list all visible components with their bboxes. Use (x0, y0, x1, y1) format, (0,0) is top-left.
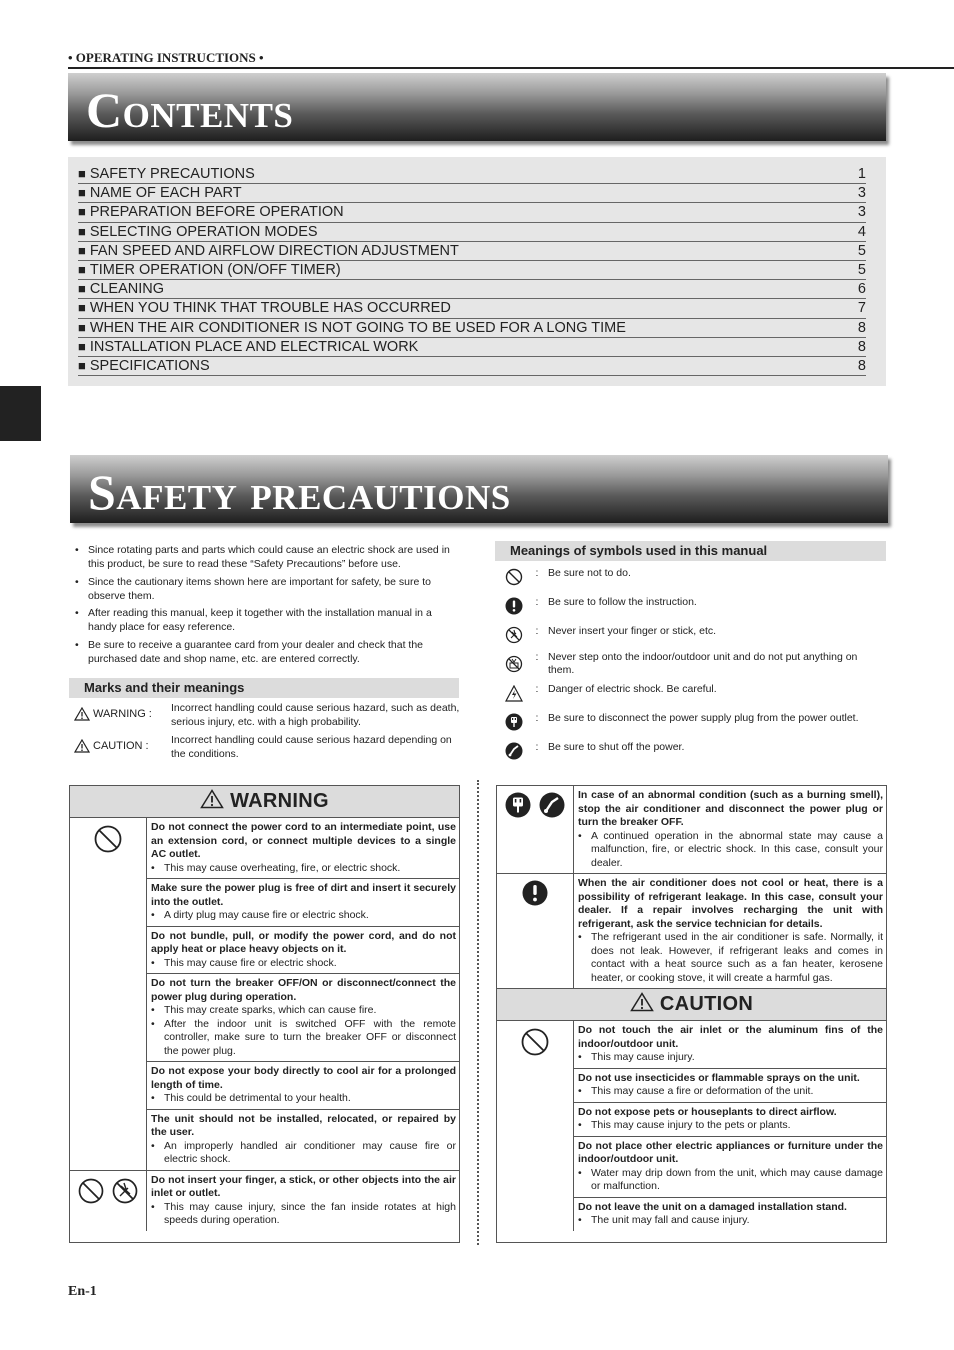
warning-triangle-icon (74, 707, 90, 725)
safety-title: Safety precautions (88, 464, 511, 520)
symbol-text: Be sure to shut off the power. (548, 741, 685, 753)
prohibited-icon (497, 1021, 574, 1231)
prohibited-icon (502, 567, 526, 587)
warning-item-title: Do not connect the power cord to an intermediate point, use an extension cord, or connect multiple devices to a single AC outlet. (151, 821, 456, 860)
symbol-text: Never insert your finger or stick, etc. (548, 625, 717, 637)
contents-title: Contents (86, 82, 294, 138)
symbol-colon: : (535, 596, 539, 608)
caution-item-title: Do not leave the unit on a damaged installation stand. (578, 1200, 847, 1213)
toc-item-label: ■ SPECIFICATIONS (78, 357, 210, 375)
caution-item-bullet: • This may cause injury to the pets or plants. (578, 1119, 883, 1133)
toc-item-label: ■ WHEN THE AIR CONDITIONER IS NOT GOING TO BE USED FOR A LONG TIME (78, 319, 626, 337)
symbol-text: Be sure to disconnect the power supply plug from the power outlet. (548, 712, 859, 724)
unplug-icon (502, 712, 526, 732)
safety-banner (70, 455, 888, 523)
toc-item-label: ■ SAFETY PRECAUTIONS (78, 165, 255, 183)
caution-triangle-icon (74, 739, 90, 757)
caution-group (497, 1021, 886, 1231)
toc-item-label: ■ TIMER OPERATION (ON/OFF TIMER) (78, 261, 341, 279)
caution-heading-text: CAUTION (659, 993, 754, 1015)
warning-item (147, 1171, 459, 1231)
symbol-text: Never step onto the indoor/outdoor unit and do not put anything on them. (548, 651, 858, 676)
warning-item-bullet: • After the indoor unit is switched OFF with the remote controller, make sure to turn the breaker OFF or disconnect the power plug. (151, 1018, 456, 1059)
symbol-row (502, 651, 886, 677)
warning-item (147, 879, 459, 927)
warning-item-bullet: • This may cause injury, since the fan inside rotates at high speeds during operation. (151, 1201, 456, 1228)
caution-item-bullet: • Water may drip down from the unit, which may cause damage or malfunction. (578, 1167, 883, 1194)
toc-item[interactable] (78, 165, 866, 184)
warning-item (147, 927, 459, 975)
toc-box (68, 157, 886, 386)
mark-text: Incorrect handling could cause serious hazard, such as death, serious injury, etc. with a high probability. (171, 702, 460, 728)
mark-text: Incorrect handling could cause serious hazard depending on the conditions. (171, 734, 452, 760)
warning-item-title: When the air conditioner does not cool or heat, there is a possibility of refrigerant leakage. In this case, consult your dealer. If a repair involves recharging the unit with refrigerant, ask the service technician for details. (578, 877, 883, 930)
warning-heading (70, 786, 459, 818)
warning-item-bullet: • An improperly handled air conditioner may cause fire or electric shock. (151, 1140, 456, 1167)
warning-item-title: Do not bundle, pull, or modify the power cord, and do not apply heat or place heavy objects on it. (151, 929, 456, 955)
toc-item-page: 8 (857, 357, 866, 374)
warning-item-bullet: • A dirty plug may cause fire or electric shock. (151, 909, 456, 923)
warning-panel (69, 785, 460, 1243)
toc-item-page: 5 (857, 261, 866, 278)
warning-item-bullet: • This may cause overheating, fire, or electric shock. (151, 862, 456, 876)
intro-item: • Be sure to receive a guarantee card from your dealer and check that the purchased date and shop name, etc. are entered correctly. (74, 638, 460, 666)
symbol-text: Danger of electric shock. Be careful. (548, 683, 717, 695)
toc-item-page: 5 (857, 242, 866, 259)
contents-banner (68, 73, 886, 141)
toc-item[interactable] (78, 357, 866, 376)
toc-item-label: ■ FAN SPEED AND AIRFLOW DIRECTION ADJUSTMENT (78, 242, 459, 260)
mandatory-icon (502, 596, 526, 616)
caution-item-title: Do not touch the air inlet or the aluminum fins of the indoor/outdoor unit. (578, 1024, 883, 1050)
warning-group-no-finger (70, 1171, 459, 1231)
warning-item (574, 786, 886, 873)
intro-item: • Since the cautionary items shown here are important for safety, be sure to observe them. (74, 575, 460, 603)
warning-group-refrigerant (497, 874, 886, 989)
caution-item-bullet: • The unit may fall and cause injury. (578, 1214, 883, 1228)
warning-item-title: Do not turn the breaker OFF/ON or disconnect/connect the power plug during operation. (151, 977, 456, 1003)
symbol-colon: : (535, 625, 539, 637)
marks-title: Marks and their meanings (69, 678, 459, 698)
symbols-title: Meanings of symbols used in this manual (495, 541, 886, 561)
caution-item (574, 1137, 886, 1198)
caution-item (574, 1198, 886, 1231)
no-step-icon (502, 651, 526, 677)
symbol-row (502, 712, 886, 732)
warning-item-title: Make sure the power plug is free of dirt and insert it securely into the outlet. (151, 882, 456, 908)
caution-item (574, 1021, 886, 1069)
warning-heading-text: WARNING (230, 790, 329, 812)
prohibited-icon (70, 818, 147, 1170)
toc-item[interactable] (78, 223, 866, 242)
caution-item-bullet: • This may cause injury. (578, 1051, 883, 1065)
caution-triangle-icon (630, 992, 654, 1018)
mark-label: CAUTION : (93, 740, 149, 752)
symbol-row (502, 741, 886, 761)
caution-item (574, 1069, 886, 1103)
toc-item-label: ■ PREPARATION BEFORE OPERATION (78, 203, 344, 221)
toc-item[interactable] (78, 242, 866, 261)
toc-item-page: 6 (857, 281, 866, 298)
symbol-text: Be sure not to do. (548, 567, 631, 579)
warning-icons (70, 1171, 147, 1231)
warning-item-title: In case of an abnormal condition (such as a burning smell), stop the air conditioner and disconnect the power plug or turn the breaker OFF. (578, 789, 883, 828)
caution-item-title: Do not use insecticides or flammable sprays on the unit. (578, 1071, 860, 1084)
caution-heading (497, 989, 886, 1021)
warning-item (147, 1110, 459, 1170)
intro-item: • After reading this manual, keep it together with the installation manual in a handy place for easy reference. (74, 606, 460, 634)
toc-item-label: ■ WHEN YOU THINK THAT TROUBLE HAS OCCURRED (78, 299, 451, 317)
unplug-icon (505, 792, 531, 873)
warning-item-bullet: • This could be detrimental to your health. (151, 1092, 456, 1106)
warning-item (147, 818, 459, 879)
toc-item[interactable] (78, 184, 866, 203)
caution-item-title: Do not expose pets or houseplants to direct airflow. (578, 1105, 837, 1118)
header-rule (68, 67, 954, 69)
toc-item-page: 3 (857, 204, 866, 221)
intro-item: • Since rotating parts and parts which could cause an electric shock are used in this product, be sure to read these “Safety Precautions” before use. (74, 543, 460, 571)
header-label: • OPERATING INSTRUCTIONS • (68, 50, 264, 65)
warning-item (574, 874, 886, 988)
no-finger-icon (502, 625, 526, 645)
column-divider (477, 780, 479, 1245)
symbol-colon: : (535, 683, 539, 695)
symbol-text: Be sure to follow the instruction. (548, 596, 697, 608)
symbol-row (502, 596, 886, 616)
page-number: En-1 (68, 1284, 97, 1299)
toc-item[interactable] (78, 319, 866, 338)
warning-triangle-icon (200, 789, 224, 815)
toc-item-page: 1 (857, 166, 866, 182)
mark-warning (74, 701, 460, 729)
warning-item-bullet: • A continued operation in the abnormal state may cause a malfunction, fire, or electric shock. In this case, consult your dealer. (578, 830, 883, 871)
electric-shock-icon (502, 683, 526, 703)
symbol-colon: : (535, 651, 539, 663)
prohibited-icon (77, 1177, 105, 1231)
toc-item[interactable] (78, 203, 866, 222)
warning-item-bullet: • The refrigerant used in the air conditioner is safe. Normally, it does not leak. However, if refrigerant leaks and comes in contact with a heat source such as a fan heater, kerosene heater, or cooking stove, it will create a harmful gas. (578, 931, 883, 985)
toc-item-label: ■ INSTALLATION PLACE AND ELECTRICAL WORK (78, 338, 418, 356)
caution-item-title: Do not place other electric appliances or furniture under the indoor/outdoor unit. (578, 1139, 883, 1165)
toc-item[interactable] (78, 280, 866, 299)
symbol-colon: : (535, 567, 539, 579)
breaker-off-icon (502, 741, 526, 761)
mandatory-icon (497, 874, 574, 988)
mark-label: WARNING : (93, 708, 152, 720)
toc-item[interactable] (78, 261, 866, 280)
toc-item[interactable] (78, 338, 866, 357)
symbol-row (502, 625, 886, 645)
abnormal-icons (497, 786, 574, 873)
symbol-row (502, 567, 886, 587)
breaker-off-icon (539, 792, 565, 873)
side-tab (0, 386, 41, 441)
warning-group-prohibited (70, 818, 459, 1171)
warning-item (147, 974, 459, 1062)
warning-group-abnormal (497, 786, 886, 874)
toc-item-page: 7 (857, 300, 866, 317)
warning-item-bullet: • This may cause fire or electric shock. (151, 957, 456, 971)
mark-caution (74, 733, 460, 761)
symbol-colon: : (535, 712, 539, 724)
warning-item (147, 1062, 459, 1110)
warning-item-title: Do not expose your body directly to cool air for a prolonged length of time. (151, 1065, 456, 1091)
symbol-colon: : (535, 741, 539, 753)
toc-item-page: 4 (857, 223, 866, 240)
symbol-row (502, 683, 886, 703)
toc-item-page: 8 (857, 319, 866, 336)
warning-item-title: Do not insert your finger, a stick, or other objects into the air inlet or outlet. (151, 1173, 456, 1199)
warning-item-title: The unit should not be installed, relocated, or repaired by the user. (151, 1112, 456, 1138)
toc-item-page: 3 (857, 185, 866, 202)
caution-item-bullet: • This may cause a fire or deformation of the unit. (578, 1085, 883, 1099)
toc-item-page: 8 (857, 338, 866, 355)
right-panel (496, 785, 887, 1243)
toc-item-label: ■ NAME OF EACH PART (78, 184, 242, 202)
caution-item (574, 1103, 886, 1137)
intro-list (74, 543, 460, 669)
toc-item[interactable] (78, 299, 866, 318)
no-finger-icon (111, 1177, 139, 1231)
toc-item-label: ■ SELECTING OPERATION MODES (78, 223, 318, 241)
toc-item-label: ■ CLEANING (78, 280, 164, 298)
warning-item-bullet: • This may create sparks, which can cause fire. (151, 1004, 456, 1018)
